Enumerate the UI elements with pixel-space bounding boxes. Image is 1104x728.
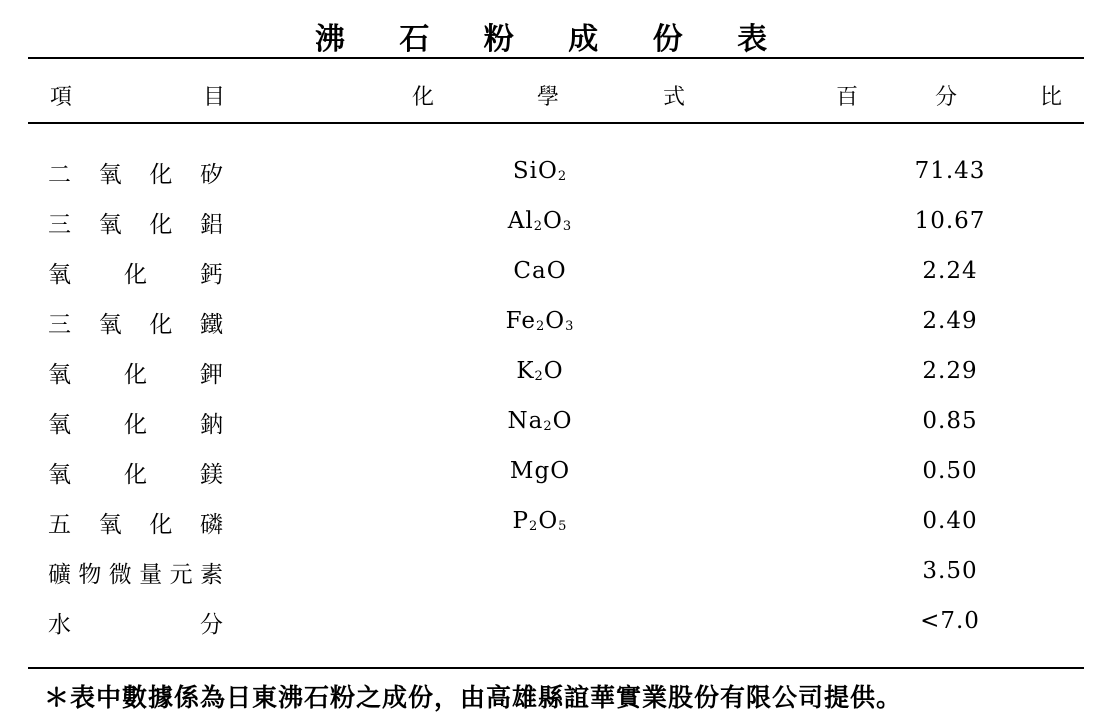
component-name: 五氧化磷 xyxy=(48,512,223,538)
table-row xyxy=(0,400,1104,450)
percentage-value: <7.0 xyxy=(920,608,980,634)
chemical-formula: SiO$_2$ xyxy=(512,158,568,184)
table-row xyxy=(0,200,1104,250)
table-row xyxy=(0,350,1104,400)
chemical-formula: MgO xyxy=(509,458,571,484)
component-name: 氧化鎂 xyxy=(48,462,223,488)
header-item-a: 項 xyxy=(50,85,73,110)
percentage-value: 0.40 xyxy=(922,508,978,534)
chemical-formula: $K_2O$ xyxy=(516,358,564,384)
header-percent-c: 比 xyxy=(1040,85,1063,110)
top-rule xyxy=(28,57,1084,59)
component-name: 礦物微量元素 xyxy=(48,562,223,588)
header-formula-c: 式 xyxy=(663,85,686,110)
percentage-value: 2.24 xyxy=(922,258,978,284)
component-name: 三氧化鋁 xyxy=(48,212,223,238)
header-percent-a: 百 xyxy=(836,85,859,110)
percentage-value: 3.50 xyxy=(922,558,978,584)
component-name: 氧化鉀 xyxy=(48,362,223,388)
chemical-formula: $P_2O_5$ xyxy=(512,508,568,534)
percentage-value: 71.43 xyxy=(914,158,986,184)
percentage-value: 2.29 xyxy=(922,358,978,384)
percentage-value: 0.85 xyxy=(922,408,978,434)
composition-table xyxy=(0,150,1104,650)
bottom-rule xyxy=(28,667,1084,669)
header-rule xyxy=(28,122,1084,124)
chemical-formula: $Na_2O$ xyxy=(507,408,573,434)
header-formula-a: 化 xyxy=(412,85,435,110)
component-name: 水分 xyxy=(48,612,223,638)
header-item-b: 目 xyxy=(203,85,226,110)
table-title: 沸 石 粉 成 份 表 xyxy=(314,22,790,57)
component-name: 氧化鈉 xyxy=(48,412,223,438)
percentage-value: 10.67 xyxy=(914,208,986,234)
chemical-formula: $Fe_2O_3$ xyxy=(505,308,575,334)
table-row xyxy=(0,550,1104,600)
percentage-value: 0.50 xyxy=(922,458,978,484)
header-percent-b: 分 xyxy=(935,85,958,110)
component-name: 二氧化矽 xyxy=(48,162,223,188)
table-row xyxy=(0,450,1104,500)
chemical-formula: CaO xyxy=(513,258,567,284)
table-row xyxy=(0,150,1104,200)
table-row xyxy=(0,300,1104,350)
chemical-formula: $Al_2O_3$ xyxy=(507,208,573,234)
percentage-value: 2.49 xyxy=(922,308,978,334)
table-row xyxy=(0,600,1104,650)
component-name: 氧化鈣 xyxy=(48,262,223,288)
table-row xyxy=(0,250,1104,300)
component-name: 三氧化鐵 xyxy=(48,312,223,338)
table-row xyxy=(0,500,1104,550)
header-formula-b: 學 xyxy=(537,85,560,110)
footnote: ＊表中數據係為日東沸石粉之成份，由高雄縣誼華實業股份有限公司提供。 xyxy=(44,683,903,712)
